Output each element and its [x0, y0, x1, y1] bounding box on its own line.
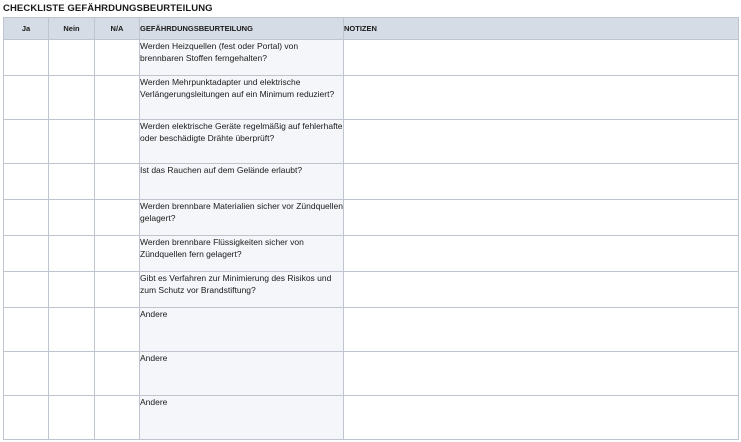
checklist-table	[3, 17, 739, 440]
header-row	[4, 18, 739, 40]
ja-checkbox-cell[interactable]	[4, 40, 49, 76]
table-row	[4, 164, 739, 200]
na-checkbox-cell[interactable]	[95, 200, 140, 236]
ja-checkbox-cell[interactable]	[4, 308, 49, 352]
nein-checkbox-cell[interactable]	[49, 164, 95, 200]
question-cell: Werden Mehrpunktadapter und elektrische Verlängerungsleitungen auf ein Minimum reduziert?	[140, 76, 344, 120]
ja-checkbox-cell[interactable]	[4, 76, 49, 120]
nein-checkbox-cell[interactable]	[49, 272, 95, 308]
notes-cell[interactable]	[344, 396, 739, 440]
notes-cell[interactable]	[344, 272, 739, 308]
question-cell[interactable]: Andere	[140, 308, 344, 352]
column-header-ja: Ja	[4, 18, 49, 40]
notes-cell[interactable]	[344, 308, 739, 352]
notes-cell[interactable]	[344, 76, 739, 120]
nein-checkbox-cell[interactable]	[49, 200, 95, 236]
na-checkbox-cell[interactable]	[95, 396, 140, 440]
nein-checkbox-cell[interactable]	[49, 236, 95, 272]
question-cell: Werden brennbare Materialien sicher vor Zündquellen gelagert?	[140, 200, 344, 236]
ja-checkbox-cell[interactable]	[4, 396, 49, 440]
na-checkbox-cell[interactable]	[95, 76, 140, 120]
table-row	[4, 120, 739, 164]
ja-checkbox-cell[interactable]	[4, 200, 49, 236]
ja-checkbox-cell[interactable]	[4, 352, 49, 396]
column-header-notes: NOTIZEN	[344, 18, 739, 40]
notes-cell[interactable]	[344, 120, 739, 164]
column-header-assessment: GEFÄHRDUNGSBEURTEILUNG	[140, 18, 344, 40]
notes-cell[interactable]	[344, 200, 739, 236]
column-header-nein: Nein	[49, 18, 95, 40]
question-cell: Ist das Rauchen auf dem Gelände erlaubt?	[140, 164, 344, 200]
question-cell: Werden Heizquellen (fest oder Portal) von brennbaren Stoffen ferngehalten?	[140, 40, 344, 76]
nein-checkbox-cell[interactable]	[49, 76, 95, 120]
question-cell[interactable]: Andere	[140, 396, 344, 440]
column-header-na: N/A	[95, 18, 140, 40]
table-row	[4, 40, 739, 76]
notes-cell[interactable]	[344, 236, 739, 272]
nein-checkbox-cell[interactable]	[49, 396, 95, 440]
page-title: CHECKLISTE GEFÄHRDUNGSBEURTEILUNG	[3, 3, 213, 14]
notes-cell[interactable]	[344, 164, 739, 200]
table-row	[4, 272, 739, 308]
ja-checkbox-cell[interactable]	[4, 272, 49, 308]
table-row	[4, 76, 739, 120]
na-checkbox-cell[interactable]	[95, 272, 140, 308]
table-row	[4, 236, 739, 272]
question-cell: Werden brennbare Flüssigkeiten sicher von Zündquellen fern gelagert?	[140, 236, 344, 272]
nein-checkbox-cell[interactable]	[49, 352, 95, 396]
nein-checkbox-cell[interactable]	[49, 40, 95, 76]
na-checkbox-cell[interactable]	[95, 352, 140, 396]
notes-cell[interactable]	[344, 352, 739, 396]
na-checkbox-cell[interactable]	[95, 120, 140, 164]
table-row	[4, 200, 739, 236]
ja-checkbox-cell[interactable]	[4, 164, 49, 200]
table-row	[4, 352, 739, 396]
notes-cell[interactable]	[344, 40, 739, 76]
nein-checkbox-cell[interactable]	[49, 120, 95, 164]
ja-checkbox-cell[interactable]	[4, 236, 49, 272]
na-checkbox-cell[interactable]	[95, 164, 140, 200]
question-cell: Gibt es Verfahren zur Minimierung des Risikos und zum Schutz vor Brandstiftung?	[140, 272, 344, 308]
question-cell: Werden elektrische Geräte regelmäßig auf fehlerhafte oder beschädigte Drähte überprüft?	[140, 120, 344, 164]
na-checkbox-cell[interactable]	[95, 236, 140, 272]
ja-checkbox-cell[interactable]	[4, 120, 49, 164]
nein-checkbox-cell[interactable]	[49, 308, 95, 352]
na-checkbox-cell[interactable]	[95, 308, 140, 352]
na-checkbox-cell[interactable]	[95, 40, 140, 76]
question-cell[interactable]: Andere	[140, 352, 344, 396]
table-row	[4, 396, 739, 440]
table-row	[4, 308, 739, 352]
